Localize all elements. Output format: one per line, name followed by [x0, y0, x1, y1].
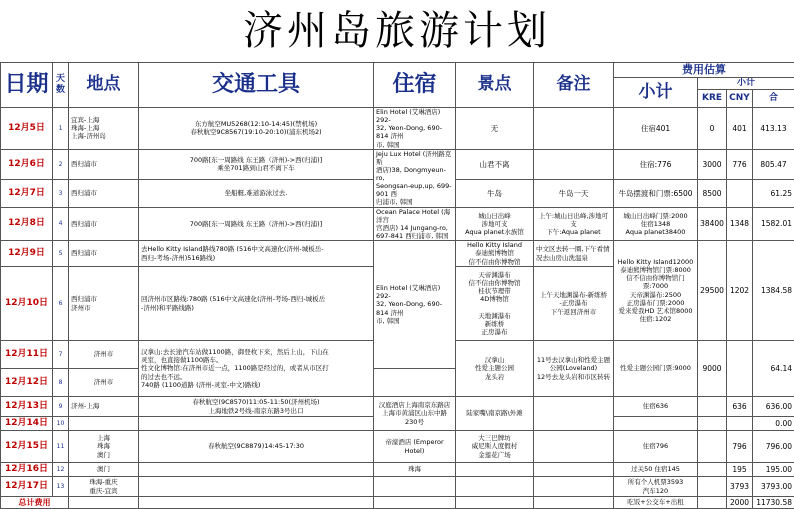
row-cny: 796 — [727, 431, 753, 463]
row-cny: 195 — [727, 463, 753, 477]
row-day: 6 — [53, 267, 69, 341]
row-budget: 过关50 住宿145 — [614, 463, 698, 477]
row-place: 珠海-重庆 重庆-宜宾 — [69, 477, 139, 497]
row-hotel — [374, 477, 456, 497]
row-date: 12月12日 — [1, 369, 53, 397]
header-sights: 景点 — [456, 63, 534, 108]
total-sum: 11730.58 — [753, 497, 794, 509]
row-place: 上海 珠海 澳门 — [69, 431, 139, 463]
row-date: 12月11日 — [1, 341, 53, 369]
row-sum: 61.25 — [753, 180, 794, 207]
row-place: 西归浦市 — [69, 180, 139, 207]
row-budget: 城山日出峰门票:2000 住宿1348 Aqua planet38400 — [614, 207, 698, 241]
row-notes — [534, 463, 614, 477]
row-budget: 性爱主题公园门票:9000 — [614, 341, 698, 397]
row-transport: 去Hello Kitty Island路线780路 (516中文高速化(济州-城板岳- 西归-考场-济州)516路线) — [139, 241, 374, 267]
row-notes: 11号去汉拿山和性爱主题 公园(Loveland) 12号去龙头岩和市区转转 — [534, 341, 614, 397]
header-notes: 备注 — [534, 63, 614, 108]
row-sights: 汉拿山 性爱主题公园 龙头岩 — [456, 341, 534, 397]
row-transport: 坐船艇,难道游泳过去. — [139, 180, 374, 207]
table-row — [1, 241, 794, 267]
row-budget: 牛岛摆渡和门票:6500 — [614, 180, 698, 207]
row-place — [69, 417, 139, 431]
row-place: 西归浦市 — [69, 207, 139, 241]
row-date: 12月5日 — [1, 108, 53, 150]
row-transport: 汉拿山:去长途汽车站做1100路，御登枚下来，然后上山，下山在 灵室，也直接做1100路车。 性文化博物馆:在济州市近一点，1100路是经过的，或者从市区打 的过去也不远。 740路 (1100道路 (济州-灵室-中文)路线) — [139, 341, 374, 397]
row-cny: 3793 — [727, 477, 753, 497]
row-date: 12月10日 — [1, 267, 53, 341]
row-transport — [139, 463, 374, 477]
row-day: 8 — [53, 369, 69, 397]
row-transport — [139, 477, 374, 497]
row-hotel: 帝濠酒店 (Emperor Hotel) — [374, 431, 456, 463]
total-label: 总计费用 — [1, 497, 69, 509]
row-date: 12月15日 — [1, 431, 53, 463]
row-kre: 8500 — [698, 180, 727, 207]
table-row — [1, 108, 794, 150]
row-sights: 天帝渊瀑布 信不信由你博物馆 桂状节理带 4D博物馆 天地渊瀑布 新练桥 正房瀑布 — [456, 267, 534, 341]
row-transport: 春秋航空(9C8879)14:45-17:30 — [139, 431, 374, 463]
row-budget: 住宿636 — [614, 397, 698, 417]
row-sum: 1384.58 — [753, 241, 794, 341]
row-notes: 上午天地渊瀑布-新练桥 -正房瀑布 下午返回济州市 — [534, 267, 614, 341]
header-cny: CNY — [727, 90, 753, 108]
row-kre — [698, 477, 727, 497]
header-subtotal: 小计 — [614, 77, 698, 107]
row-sights: 山君不离 — [456, 149, 534, 179]
row-sights — [456, 477, 534, 497]
header-budget: 费用估算 — [614, 63, 794, 78]
row-notes: 牛岛一天 — [534, 180, 614, 207]
row-date: 12月16日 — [1, 463, 53, 477]
total-sights — [456, 497, 534, 509]
row-date: 12月14日 — [1, 417, 53, 431]
row-hotel: Ocean Palace Hotel (海洋宫 宫酒店) 14 Jungang-ro, 697-841 西归浦市, 韩国 — [374, 207, 456, 241]
total-row — [1, 497, 794, 509]
row-sights — [456, 463, 534, 477]
row-date: 12月6日 — [1, 149, 53, 179]
total-notes — [534, 497, 614, 509]
row-hotel: Elin Hotel (艾琳酒店) 292- 32, Yeon-Dong, 690-814 济州 市, 韩国 — [374, 108, 456, 150]
header-kre: KRE — [698, 90, 727, 108]
row-sum: 413.13 — [753, 108, 794, 150]
row-date: 12月8日 — [1, 207, 53, 241]
row-notes — [534, 108, 614, 150]
table-row — [1, 477, 794, 497]
row-cny: 1348 — [727, 207, 753, 241]
row-transport: 回济州市区路线:780路 (516中文高速化(济州-考场-西归-城板岳 -济州)和平路线路) — [139, 267, 374, 341]
row-sum: 636.00 — [753, 397, 794, 417]
row-kre: 29500 — [698, 241, 727, 341]
row-sights: 大三巴牌坊 威尼斯人度假村 金莲花广场 — [456, 431, 534, 463]
row-day: 1 — [53, 108, 69, 150]
row-transport: 春秋航空(9C8570)11:05-11:50(济州机场) 上海地铁2号线-南京东路3号出口 — [139, 397, 374, 417]
row-sights: 城山日出峰 涉地可支 Aqua planet水族馆 — [456, 207, 534, 241]
row-kre: 0 — [698, 108, 727, 150]
header-place: 地点 — [69, 63, 139, 108]
row-notes: 上午:城山日出峰,涉地可 支 下午:Aqua planet — [534, 207, 614, 241]
row-day: 9 — [53, 397, 69, 417]
header-sum: 合 — [753, 90, 794, 108]
header-transport: 交通工具 — [139, 63, 374, 108]
row-budget — [614, 417, 698, 431]
row-hotel: 汉庭酒店上海南京东路店 上海市黄浦区山东中路230号 — [374, 397, 456, 431]
row-hotel — [374, 369, 456, 397]
row-sum: 796.00 — [753, 431, 794, 463]
row-kre — [698, 431, 727, 463]
row-kre: 9000 — [698, 341, 727, 397]
row-kre: 38400 — [698, 207, 727, 241]
row-place: 澳门 — [69, 463, 139, 477]
row-place: 济州-上海 — [69, 397, 139, 417]
row-sum: 0.00 — [753, 417, 794, 431]
total-budget: 吃饭+公交车+出租 — [614, 497, 698, 509]
row-sum: 3793.00 — [753, 477, 794, 497]
row-kre — [698, 417, 727, 431]
row-place: 济州市 — [69, 341, 139, 369]
row-transport: 700路[东一周路线 东王路（济州)->西(归浦)] 乘坐701路到山君不离下车 — [139, 149, 374, 179]
row-place: 宜宾-上海 珠海-上海 上海-济州岛 — [69, 108, 139, 150]
table-row — [1, 207, 794, 241]
row-place: 西归浦市 — [69, 241, 139, 267]
total-transport — [139, 497, 374, 509]
row-date: 12月9日 — [1, 241, 53, 267]
row-transport — [139, 417, 374, 431]
row-date: 12月13日 — [1, 397, 53, 417]
row-cny — [727, 417, 753, 431]
row-budget: Hello Kitty Island12000 泰迪熊博物馆门票:8000 信不信由你博物馆门票:7000 天帝渊瀑布:2500 正房瀑布门票:2000 爱来爱我HD 艺术馆8000 住宿:1202 — [614, 241, 698, 341]
row-sights: 牛岛 — [456, 180, 534, 207]
row-notes — [534, 477, 614, 497]
row-sum: 64.14 — [753, 341, 794, 397]
row-cny — [727, 180, 753, 207]
row-kre: 3000 — [698, 149, 727, 179]
row-day: 5 — [53, 241, 69, 267]
total-cny: 2000 — [727, 497, 753, 509]
page-title: 济州岛旅游计划 — [0, 0, 794, 62]
row-cny: 1202 — [727, 241, 753, 341]
row-sights: 陆家嘴\南京路\外滩 — [456, 397, 534, 431]
row-cny: 776 — [727, 149, 753, 179]
row-day: 10 — [53, 417, 69, 431]
row-hotel: Jeju Lux Hotel (济州路克斯 酒店)38, Dongmyeun-ro, Seongsan-eup,up, 699-901 西 归浦市, 韩国 — [374, 149, 456, 207]
row-place: 西归浦市 济州市 — [69, 267, 139, 341]
row-day: 4 — [53, 207, 69, 241]
row-day: 13 — [53, 477, 69, 497]
row-date: 12月7日 — [1, 180, 53, 207]
row-notes — [534, 149, 614, 179]
table-row — [1, 431, 794, 463]
row-budget: 住宿796 — [614, 431, 698, 463]
row-sights: 无 — [456, 108, 534, 150]
table-row — [1, 463, 794, 477]
row-sights: Hello Kitty Island 泰迪熊博物馆 信不信由你博物馆 — [456, 241, 534, 267]
table-row — [1, 397, 794, 417]
row-budget: 所有个人机票3593 汽车120 — [614, 477, 698, 497]
header-sum-subtotal: 小计 — [698, 77, 794, 89]
row-sum: 1582.01 — [753, 207, 794, 241]
row-notes: 中文区去转一圈,下午看情 况去山房山洗温泉 — [534, 241, 614, 267]
row-sum: 805.47 — [753, 149, 794, 179]
row-date: 12月17日 — [1, 477, 53, 497]
itinerary-table — [0, 62, 794, 509]
row-hotel: Elin Hotel (艾琳酒店) 292- 32, Yeon-Dong, 690-814 济州 市, 韩国 — [374, 241, 456, 369]
row-place: 济州市 — [69, 369, 139, 397]
row-kre — [698, 397, 727, 417]
row-budget: 住宿:776 — [614, 149, 698, 179]
total-hotel — [374, 497, 456, 509]
row-day: 7 — [53, 341, 69, 369]
row-kre — [698, 463, 727, 477]
row-hotel: 珠海 — [374, 463, 456, 477]
table-row — [1, 149, 794, 179]
row-notes — [534, 431, 614, 463]
header-days: 天数 — [53, 63, 69, 108]
row-transport: 700路[东一周路线 东王路（济州)->西(归浦)] — [139, 207, 374, 241]
row-day: 3 — [53, 180, 69, 207]
header-date: 日期 — [1, 63, 53, 108]
row-transport: 东方航空MU5268(12:10-14:45)(禁机场) 春秋航空9C8567(19:10-20:10)(浦东机场2) — [139, 108, 374, 150]
row-place: 西归浦市 — [69, 149, 139, 179]
row-sum: 195.00 — [753, 463, 794, 477]
total-kre — [698, 497, 727, 509]
row-cny: 636 — [727, 397, 753, 417]
header-hotel: 住宿 — [374, 63, 456, 108]
row-day: 12 — [53, 463, 69, 477]
row-budget: 住宿401 — [614, 108, 698, 150]
row-cny — [727, 341, 753, 397]
row-notes — [534, 397, 614, 431]
row-day: 2 — [53, 149, 69, 179]
total-place — [69, 497, 139, 509]
row-cny: 401 — [727, 108, 753, 150]
row-day: 11 — [53, 431, 69, 463]
